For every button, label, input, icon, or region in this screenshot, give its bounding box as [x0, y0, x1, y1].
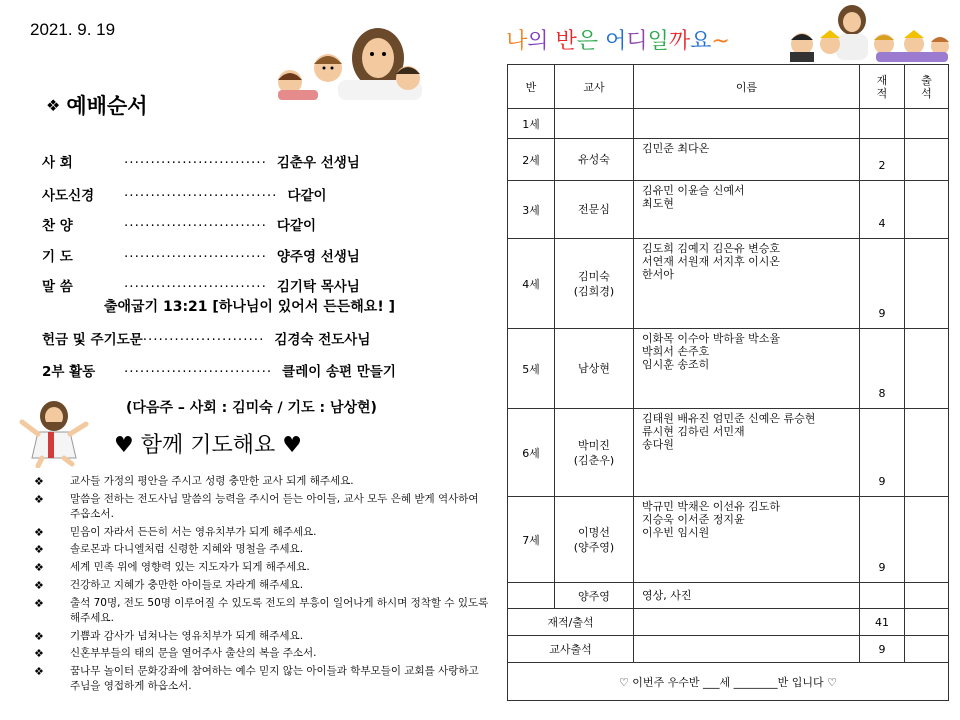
header-teacher: 교사 [555, 65, 634, 109]
cell-enrolled [860, 109, 905, 139]
cell-names: 김태원 배유진 엄민준 신예은 류승현 류시현 김하린 서민재 송다원 [634, 409, 860, 497]
title-char: 의 [527, 29, 549, 54]
cell-attendance [905, 329, 949, 409]
diamond-bullet-icon: ❖ [34, 647, 44, 661]
prayer-text: 건강하고 지혜가 충만한 아이들로 자라게 해주세요. [70, 578, 304, 591]
prayer-item [34, 664, 490, 694]
cell-attendance [905, 181, 949, 239]
summary-row [508, 636, 949, 663]
cell-attendance [905, 139, 949, 181]
best-class-announcement: ♡ 이번주 우수반 ___세 ________반 입니다 ♡ [508, 663, 949, 701]
cell-class: 1세 [508, 109, 555, 139]
prayer-item [34, 542, 490, 557]
worship-order-heading: ❖ 예배순서 [46, 94, 148, 118]
cell-teacher: 전문심 [555, 181, 634, 239]
cell-names: 김도희 김예지 김은유 변승호 서연재 서원재 서지후 이시온 한서아 [634, 239, 860, 329]
cell-names: 박규민 박채은 이선유 김도하 지승욱 이서준 정지윤 이우빈 임시원 [634, 497, 860, 583]
order-role: 2부 활동 [42, 364, 96, 380]
cell-class: 7세 [508, 497, 555, 583]
cell-enrolled [860, 583, 905, 609]
cell-teacher: 김미숙 (김희경) [555, 239, 634, 329]
jesus-children-illustration [268, 18, 428, 100]
title-char: 디 [626, 29, 648, 54]
cell-class: 2세 [508, 139, 555, 181]
prayer-text: 솔로몬과 다니엘처럼 신령한 지혜와 명철을 주세요. [70, 543, 304, 556]
title-char: 나 [506, 29, 528, 54]
table-row [508, 239, 949, 329]
prayer-item [34, 629, 490, 644]
cell-enrolled: 8 [860, 329, 905, 409]
children-group-illustration [780, 4, 952, 62]
prayer-item [34, 560, 490, 575]
order-leader-dots: ··························· [124, 218, 267, 234]
table-row [508, 109, 949, 139]
prayer-item [34, 525, 490, 540]
order-person: 김춘우 선생님 [276, 155, 360, 171]
summary-blank [634, 609, 860, 636]
cell-attendance [905, 636, 949, 663]
prayer-text: 말씀을 전하는 전도사님 말씀의 능력을 주시어 듣는 아이들, 교사 모두 은혜 받게 역사하여 주옵소서. [70, 492, 479, 520]
order-person: 김기탁 목사님 [276, 279, 360, 295]
summary-label: 교사출석 [508, 636, 634, 663]
summary-count: 9 [860, 636, 905, 663]
cell-names: 김민준 최다온 [634, 139, 860, 181]
order-person: 김경숙 전도사님 [274, 332, 371, 348]
order-role: 사 회 [42, 155, 73, 171]
prayer-list [34, 474, 490, 697]
title-char: 은 [576, 29, 599, 54]
summary-row [508, 609, 949, 636]
cell-teacher: 양주영 [555, 583, 634, 609]
cell-attendance [905, 409, 949, 497]
cell-teacher: 박미진 (김춘우) [555, 409, 634, 497]
order-person: 양주영 선생님 [276, 249, 360, 265]
table-row [508, 409, 949, 497]
order-leader-dots: ··························· [124, 249, 267, 265]
cell-attendance [905, 609, 949, 636]
table-row [508, 181, 949, 239]
diamond-bullet-icon: ❖ [34, 525, 44, 539]
order-role: 찬 양 [42, 218, 73, 234]
prayer-item [34, 596, 490, 626]
title-char [549, 29, 556, 54]
order-leader-dots: ····························· [124, 188, 278, 204]
worship-order-row [42, 184, 327, 204]
diamond-bullet-icon: ❖ [34, 561, 44, 575]
table-row [508, 497, 949, 583]
title-char: 요 [690, 29, 712, 54]
cell-attendance [905, 109, 949, 139]
cell-enrolled: 9 [860, 497, 905, 583]
cell-class: 4세 [508, 239, 555, 329]
worship-order-row [42, 214, 316, 234]
table-header-row [508, 65, 949, 109]
diamond-bullet-icon: ❖ [34, 492, 44, 506]
prayer-text: 세계 민족 위에 영향력 있는 지도자가 되게 해주세요. [70, 561, 310, 574]
order-person: 다같이 [276, 218, 316, 234]
worship-order-row [42, 275, 360, 295]
cell-class: 6세 [508, 409, 555, 497]
table-row [508, 329, 949, 409]
title-char: ~ [711, 29, 730, 54]
order-person: 클레이 송편 만들기 [282, 364, 396, 380]
summary-count: 41 [860, 609, 905, 636]
prayer-text: 기쁨과 감사가 넘쳐나는 영유치부가 되게 해주세요. [70, 629, 304, 642]
cell-attendance [905, 583, 949, 609]
order-leader-dots: ······················· [142, 332, 265, 348]
worship-order-row [42, 360, 396, 380]
bulletin-date: 2021. 9. 19 [30, 20, 116, 39]
prayer-text: 교사들 가정의 평안을 주시고 성령 충만한 교사 되게 해주세요. [70, 475, 354, 487]
cell-class: 3세 [508, 181, 555, 239]
diamond-bullet-icon: ❖ [46, 96, 61, 115]
prayer-item [34, 578, 490, 593]
title-char: 까 [668, 29, 691, 54]
prayer-text: 신혼부부들의 태의 문을 열어주사 출산의 복을 주소서. [70, 647, 317, 660]
header-names: 이름 [634, 65, 860, 109]
diamond-bullet-icon: ❖ [34, 543, 44, 557]
class-roster-table [507, 64, 949, 701]
worship-order-row [42, 328, 370, 348]
cell-teacher [555, 109, 634, 139]
order-role: 사도신경 [42, 188, 95, 204]
prayer-text: 꿈나무 놀이터 문화강좌에 참여하는 예수 믿지 않는 아이들과 학부모들이 교회를 사랑하고 주님을 영접하게 하옵소서. [70, 665, 479, 693]
prayer-item [34, 492, 490, 522]
prayer-item [34, 646, 490, 661]
jesus-running-illustration [18, 398, 92, 468]
class-section-title [506, 24, 730, 55]
scripture-reference: 출애굽기 13:21 [하나님이 있어서 든든해요! ] [104, 299, 395, 315]
cell-names: 김유민 이윤슬 신예서 최도현 [634, 181, 860, 239]
cell-teacher: 이명선 (양주영) [555, 497, 634, 583]
order-leader-dots: ···························· [124, 364, 273, 380]
diamond-bullet-icon: ❖ [34, 578, 44, 592]
header-enrolled: 재 적 [860, 65, 905, 109]
table-row [508, 139, 949, 181]
cell-names: 영상, 사진 [634, 583, 860, 609]
cell-names [634, 109, 860, 139]
header-attendance: 출 석 [905, 65, 949, 109]
title-char: 일 [647, 29, 669, 54]
prayer-heading: ♥ 함께 기도해요 ♥ [114, 433, 302, 458]
cell-attendance [905, 239, 949, 329]
prayer-item [34, 474, 490, 489]
cell-enrolled: 2 [860, 139, 905, 181]
diamond-bullet-icon: ❖ [34, 629, 44, 643]
order-leader-dots: ··························· [124, 155, 267, 171]
cell-enrolled: 9 [860, 239, 905, 329]
order-leader-dots: ··························· [124, 279, 267, 295]
order-role: 기 도 [42, 249, 73, 265]
worship-order-row [42, 151, 360, 171]
diamond-bullet-icon: ❖ [34, 475, 44, 488]
order-person: 다같이 [287, 188, 327, 204]
prayer-text: 믿음이 자라서 든든히 서는 영유치부가 되게 해주세요. [70, 525, 317, 538]
diamond-bullet-icon: ❖ [34, 596, 44, 610]
footer-row [508, 663, 949, 701]
cell-names: 이화목 이수아 박하율 박소율 박희서 손주호 임시훈 송조히 [634, 329, 860, 409]
header-class: 반 [508, 65, 555, 109]
cell-attendance [905, 497, 949, 583]
prayer-text: 출석 70명, 전도 50명 이루어질 수 있도록 전도의 부흥이 일어나게 하시며 정착할 수 있도록 해주세요. [70, 596, 489, 624]
title-char: 반 [555, 29, 577, 54]
cell-teacher: 남상현 [555, 329, 634, 409]
worship-order-row [42, 245, 360, 265]
order-role: 말 씀 [42, 279, 73, 295]
cell-class: 5세 [508, 329, 555, 409]
title-char [598, 29, 605, 54]
summary-label: 재적/출석 [508, 609, 634, 636]
title-char: 어 [605, 29, 627, 54]
cell-enrolled: 9 [860, 409, 905, 497]
cell-class [508, 583, 555, 609]
cell-teacher: 유성숙 [555, 139, 634, 181]
table-row [508, 583, 949, 609]
diamond-bullet-icon: ❖ [34, 665, 44, 679]
cell-enrolled: 4 [860, 181, 905, 239]
next-week-notice: (다음주 – 사회 : 김미숙 / 기도 : 남상현) [126, 400, 377, 416]
order-role: 헌금 및 주기도문 [42, 332, 143, 348]
summary-blank [634, 636, 860, 663]
